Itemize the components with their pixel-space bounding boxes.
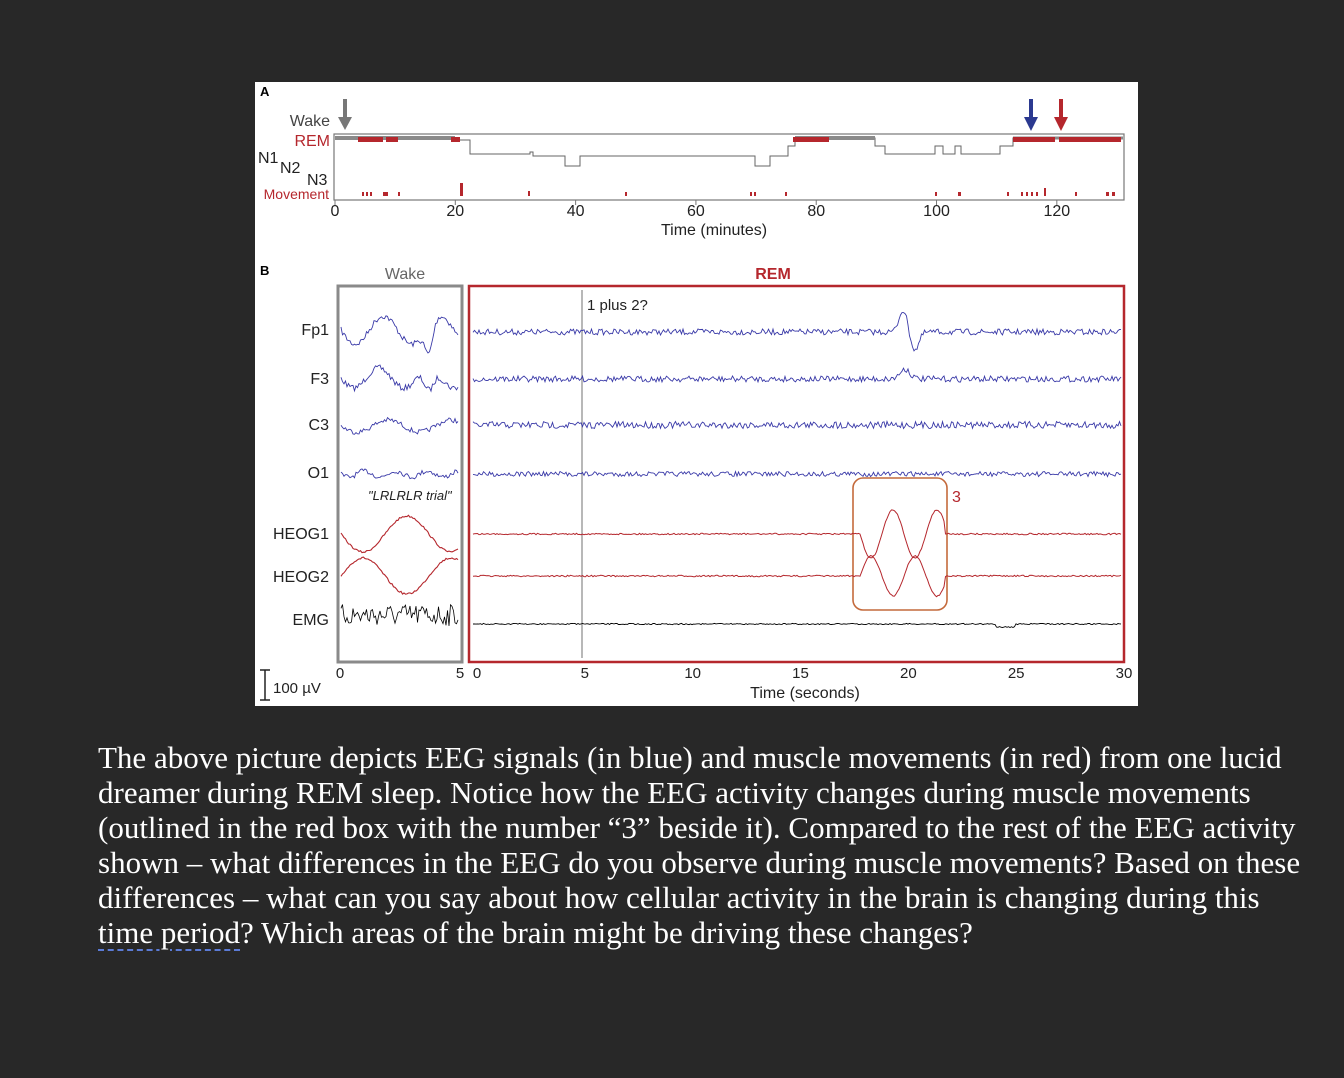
- scale-bar-label: 100 µV: [273, 680, 321, 697]
- wake-trace-emg: [341, 605, 458, 626]
- panel-a-letter: A: [260, 84, 270, 99]
- stage-label-movement: Movement: [263, 186, 329, 202]
- channel-label-heog2: HEOG2: [272, 569, 329, 586]
- stage-label-n2: N2: [280, 160, 301, 177]
- rem-tick-label: 15: [792, 665, 809, 682]
- stage-label-rem: REM: [294, 133, 330, 150]
- panel-b-x-label: Time (seconds): [750, 685, 860, 702]
- rem-tick-label: 0: [472, 665, 482, 682]
- wake-trace-f3: [341, 365, 458, 391]
- wake-trace-fp1: [341, 316, 458, 353]
- rem-trace-f3: [473, 368, 1121, 382]
- rem-trace-c3: [473, 422, 1121, 429]
- wake-title: Wake: [384, 266, 426, 283]
- rem-tick-label: 5: [580, 665, 590, 682]
- signal-traces: [341, 313, 1121, 628]
- stage-label-wake: Wake: [289, 113, 330, 130]
- hypnogram-tick-label: 80: [807, 203, 826, 220]
- eeg-figure-svg: [255, 82, 1138, 706]
- wake-box: [338, 286, 462, 662]
- rem-trace-fp1: [473, 313, 1121, 351]
- channel-label-c3: C3: [308, 417, 329, 434]
- hypnogram-tick-label: 40: [566, 203, 585, 220]
- spellcheck-underlined-phrase: time period: [98, 915, 241, 950]
- hypnogram-frame: [334, 134, 1124, 200]
- rem-title: REM: [755, 266, 791, 283]
- question-text: [98, 740, 1308, 950]
- channel-label-o1: O1: [307, 465, 329, 482]
- stage-label-n3: N3: [307, 172, 328, 189]
- movement-markers: [362, 183, 1115, 196]
- rem-tick-label: 20: [899, 665, 917, 682]
- annotation-3: 3: [952, 489, 961, 506]
- stage-label-n1: N1: [258, 150, 279, 167]
- hypnogram-tick-label: 20: [446, 203, 465, 220]
- hypnogram-tick-label: 120: [1043, 203, 1071, 220]
- hypnogram-tick-label: 60: [687, 203, 705, 220]
- rem-trace-o1: [473, 472, 1121, 477]
- wake-trace-c3: [341, 418, 458, 435]
- rem-tick-label: 25: [1007, 665, 1025, 682]
- red-arrow-icon: [1054, 99, 1068, 131]
- channel-labels: [273, 322, 329, 629]
- channel-label-emg: EMG: [292, 612, 329, 629]
- rem-box: [469, 286, 1124, 662]
- eeg-figure: [255, 82, 1138, 706]
- panel-b-letter: B: [260, 263, 270, 278]
- channel-label-f3: F3: [310, 371, 329, 388]
- rem-tick-label: 10: [684, 665, 702, 682]
- hypnogram-x-axis: [331, 200, 1071, 220]
- annotation-lrlrlr-trial: "LRLRLR trial": [368, 488, 452, 503]
- rem-trace-heog2: [473, 556, 1121, 597]
- rem-trace-heog1: [473, 510, 1121, 558]
- blue-arrow-icon: [1024, 99, 1038, 131]
- wake-tick-label: 5: [455, 665, 465, 682]
- question-text-part-2: ? Which areas of the brain might be driving these changes?: [240, 915, 973, 950]
- rem-trace-emg: [473, 623, 1121, 627]
- hypnogram-trace: [335, 137, 1123, 166]
- channel-label-fp1: Fp1: [301, 322, 329, 339]
- rem-tick-label: 30: [1115, 665, 1133, 682]
- hypnogram-tick-label: 0: [330, 203, 340, 220]
- annotation-1-plus-2: 1 plus 2?: [587, 297, 648, 314]
- wake-arrow-icon: [338, 99, 352, 130]
- wake-trace-heog1: [341, 515, 458, 552]
- hypnogram-tick-label: 100: [923, 203, 950, 220]
- wake-trace-heog2: [341, 557, 458, 594]
- highlight-box-3: [853, 478, 947, 610]
- wake-tick-label: 0: [335, 665, 345, 682]
- question-text-part-1: The above picture depicts EEG signals (in blue) and muscle movements (in red) from one lucid dreamer during REM sleep. Notice how the EEG activity changes during muscle movements (outlined in the red box with the number “3” beside it). Compared to the rest of the EEG activity shown – what differences in the EEG do you observe during muscle movements? Based on these differences – what can you say about how cellular activity in the brain is changing during this: [98, 740, 1301, 915]
- hypnogram-x-label: Time (minutes): [660, 222, 768, 239]
- scale-bar: [260, 670, 321, 700]
- wake-trace-o1: [341, 469, 458, 479]
- panel-b-x-axis: [336, 665, 1133, 682]
- channel-label-heog1: HEOG1: [272, 526, 329, 543]
